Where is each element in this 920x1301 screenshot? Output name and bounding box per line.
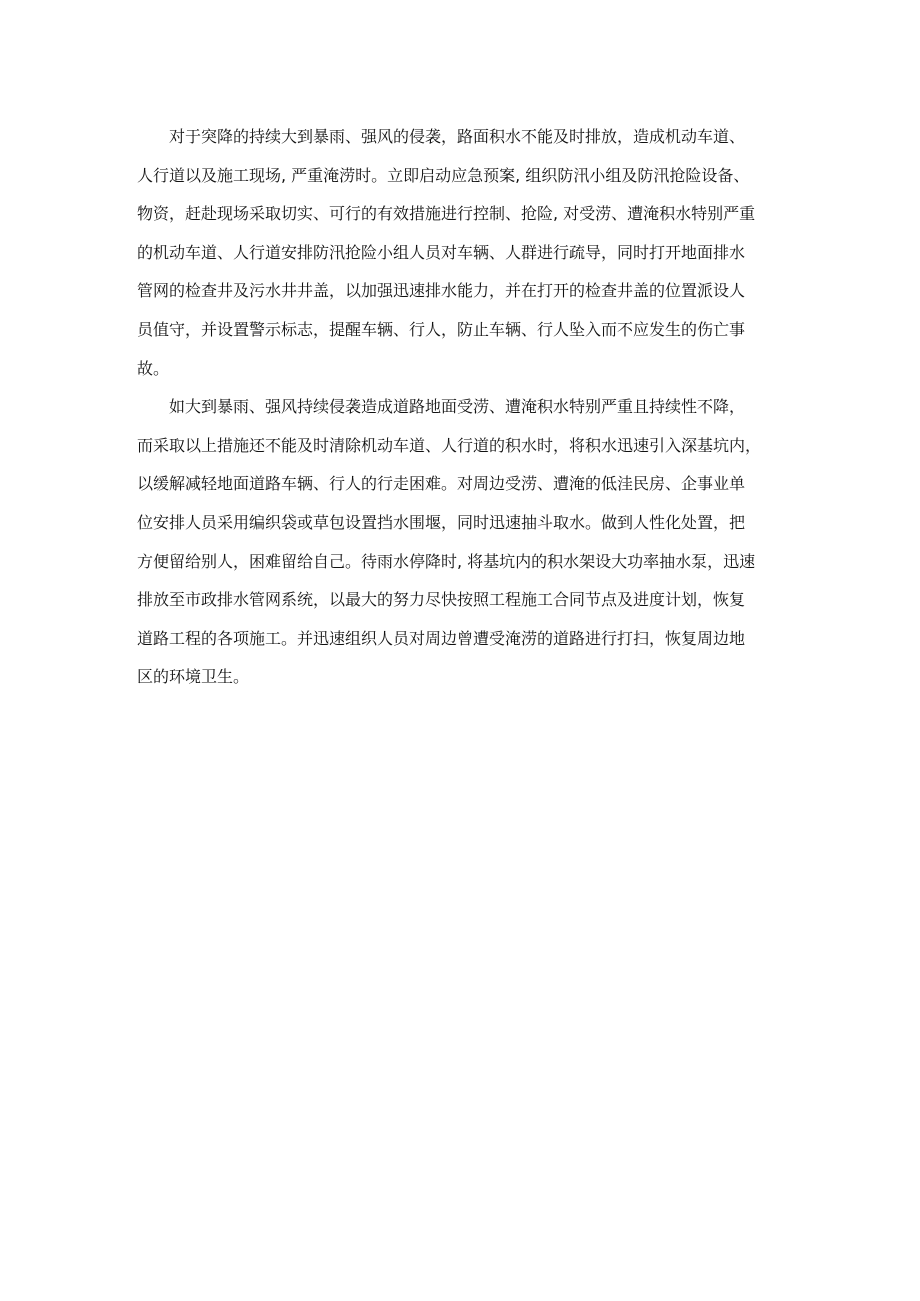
document-body bbox=[137, 118, 785, 697]
paragraph-1 bbox=[137, 118, 785, 388]
text-line: 位安排人员采用编织袋或草包设置挡水围堰，同时迅速抽斗取水。做到人性化处置，把 bbox=[137, 512, 746, 532]
text-line: 区的环境卫生。 bbox=[137, 667, 250, 687]
text-line: 物资，赶赴现场采取切实、可行的有效措施进行控制、抢险, 对受涝、遭淹积水特别严重 bbox=[137, 204, 756, 224]
text-line: 员值守，并设置警示标志，提醒车辆、行人，防止车辆、行人坠入而不应发生的伤亡事 bbox=[137, 319, 746, 339]
text-line: 排放至市政排水管网系统，以最大的努力尽快按照工程施工合同节点及进度计划，恢复 bbox=[137, 590, 746, 610]
text-line: 如大到暴雨、强风持续侵袭造成道路地面受涝、遭淹积水特别严重且持续性不降， bbox=[169, 397, 746, 417]
text-line: 对于突降的持续大到暴雨、强风的侵袭，路面积水不能及时排放，造成机动车道、 bbox=[169, 127, 746, 146]
text-line: 方便留给别人，困难留给自己。待雨水停降时, 将基坑内的积水架设大功率抽水泵，迅速 bbox=[137, 551, 756, 571]
text-line: 故。 bbox=[137, 358, 170, 378]
text-line: 道路工程的各项施工。并迅速组织人员对周边曾遭受淹涝的道路进行打扫，恢复周边地 bbox=[137, 628, 746, 648]
text-line: 而采取以上措施还不能及时清除机动车道、人行道的积水时，将积水迅速引入深基坑内， bbox=[137, 435, 762, 455]
text-line: 人行道以及施工现场, 严重淹涝时。立即启动应急预案, 组织防汛小组及防汛抢险设备、 bbox=[137, 165, 750, 185]
paragraph-2 bbox=[137, 388, 785, 697]
text-line: 的机动车道、人行道安排防汛抢险小组人员对车辆、人群进行疏导，同时打开地面排水 bbox=[137, 242, 746, 262]
text-line: 以缓解减轻地面道路车辆、行人的行走困难。对周边受涝、遭淹的低洼民房、企事业单 bbox=[137, 474, 746, 494]
text-line: 管网的检查井及污水井井盖，以加强迅速排水能力，并在打开的检查井盖的位置派设人 bbox=[137, 281, 746, 301]
